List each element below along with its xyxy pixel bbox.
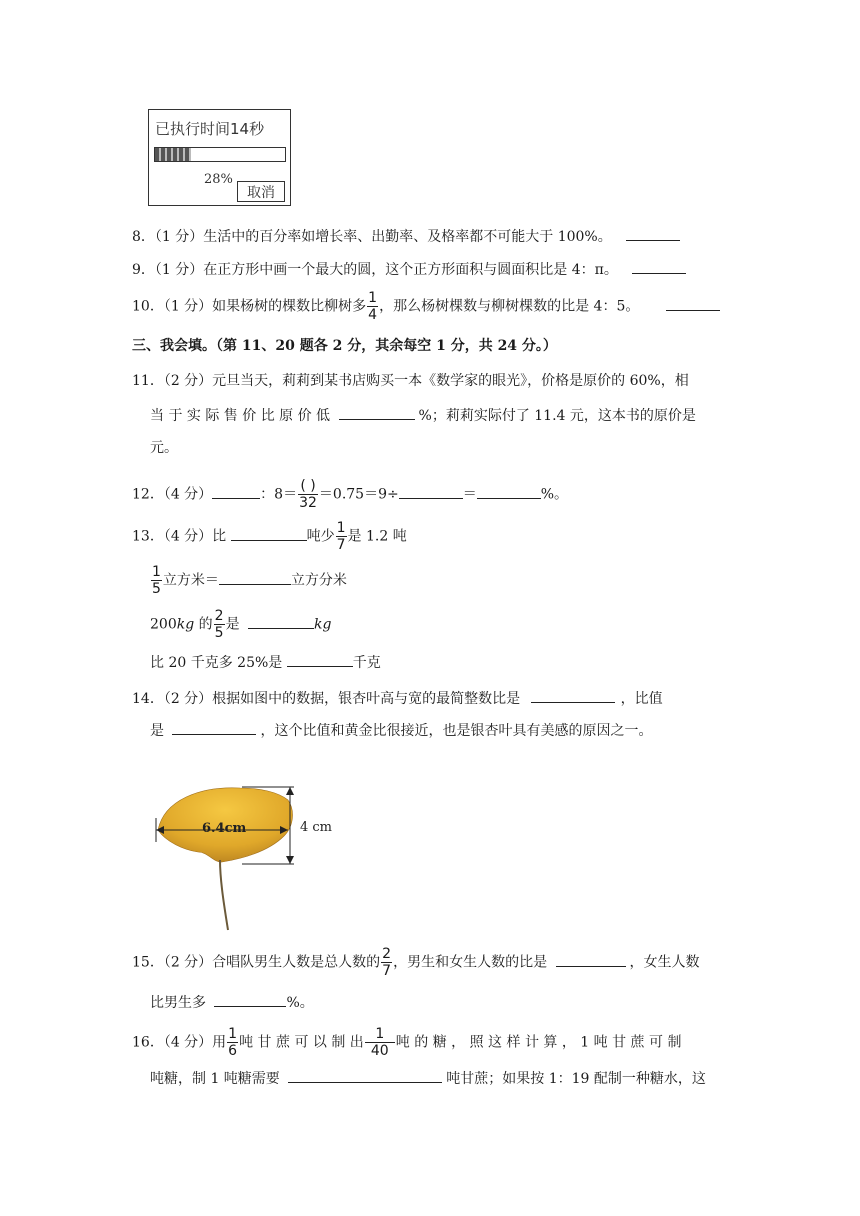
question-13-a [132, 520, 407, 553]
question-8-text: 8．（1 分）生活中的百分率如增长率、出勤率、及格率都不可能大于 100%。 [132, 229, 612, 245]
answer-blank[interactable] [172, 720, 256, 735]
q14-text-4: ，这个比值和黄金比很接近，也是银杏叶具有美感的原因之一。 [260, 723, 653, 739]
fraction: $\frac{1}{7}$ [336, 520, 346, 553]
q16-text-2: 吨 甘 蔗 可 以 制 出 [239, 1034, 364, 1051]
question-16-line-1 [132, 1026, 681, 1059]
q15-text-5: %。 [286, 995, 314, 1011]
q13-text-8: 是 [225, 616, 240, 633]
q12-text-5: %。 [540, 486, 569, 503]
q13-text-7: 的 [194, 616, 213, 633]
answer-blank[interactable] [477, 484, 541, 499]
fraction: $\frac{1}{40}$ [365, 1026, 395, 1059]
q16-text-5: 吨甘蔗；如果按 1：19 配制一种糖水，这 [446, 1071, 706, 1087]
leaf-width-label: 6.4cm [202, 821, 247, 836]
answer-blank[interactable] [626, 226, 680, 241]
q11-text-2: %；莉莉实际付了 11.4 元，这本书的原价是 [418, 408, 696, 424]
q12-text-4: ＝ [462, 486, 477, 503]
answer-blank[interactable] [248, 614, 314, 629]
q13-text-2: 吨少 [306, 528, 335, 545]
question-16-line-2 [150, 1068, 706, 1089]
question-12 [132, 478, 568, 511]
q13-text-3: 是 1.2 吨 [347, 528, 407, 545]
answer-blank[interactable] [666, 296, 720, 311]
q13-text-9: 比 20 千克多 25%是 [150, 655, 283, 671]
answer-blank[interactable] [219, 570, 291, 585]
q13-text-5: 立方分米 [290, 572, 347, 589]
section-3-title: 三、我会填。（第 11、20 题各 2 分，其余每空 1 分，共 24 分。） [132, 338, 557, 354]
question-10-text: 10．（1 分）如果杨树的棵数比柳树多 [132, 298, 367, 315]
question-11-line-1: 11．（2 分）元旦当天，莉莉到某书店购买一本《数学家的眼光》，价格是原价的 60%，相 [132, 373, 689, 389]
fraction: $\frac{2}{5}$ [214, 608, 224, 641]
leaf-height-label: 4 cm [300, 820, 333, 835]
ginkgo-leaf-figure [150, 770, 350, 935]
answer-blank[interactable] [339, 405, 415, 420]
answer-blank[interactable] [288, 1068, 442, 1083]
q15-text-2: ，男生和女生人数的比是 [393, 954, 548, 971]
question-14-line-2 [150, 720, 652, 741]
q13-text-10: 千克 [352, 655, 381, 671]
answer-blank[interactable] [632, 259, 686, 274]
progress-percent: 28% [204, 172, 233, 187]
q13-unit: kg [176, 616, 195, 633]
q14-text-3: 是 [150, 723, 164, 739]
answer-blank[interactable] [214, 992, 286, 1007]
answer-blank[interactable] [212, 484, 260, 499]
question-11-line-2 [150, 405, 696, 426]
answer-blank[interactable] [399, 484, 463, 499]
question-13-c [150, 608, 331, 641]
q13-text: 13．（4 分）比 [132, 528, 227, 545]
q14-text-2: ，比值 [620, 691, 663, 707]
q16-text-3: 吨 的 糖 ， 照 这 样 计 算 ， 1 吨 甘 蔗 可 制 [395, 1034, 682, 1051]
q15-text-3: ，女生人数 [629, 954, 700, 971]
q13-text-6: 200 [150, 616, 177, 633]
answer-blank[interactable] [287, 652, 353, 667]
question-10-text-2: ，那么杨树棵数与柳树棵数的比是 4：5。 [379, 298, 640, 315]
progress-bar [154, 147, 286, 162]
progress-dialog [148, 109, 291, 206]
question-15-line-1 [132, 946, 700, 979]
answer-blank[interactable] [531, 688, 615, 703]
question-13-b [150, 564, 347, 597]
q16-text-4: 吨糖，制 1 吨糖需要 [150, 1071, 280, 1087]
q15-text-4: 比男生多 [150, 995, 206, 1011]
question-13-d [150, 652, 381, 673]
leaf-stem [220, 860, 228, 930]
progress-title: 已执行时间14秒 [155, 120, 265, 138]
progress-fill [155, 148, 191, 161]
fraction: $\frac{1}{6}$ [228, 1026, 238, 1059]
question-9-text: 9．（1 分）在正方形中画一个最大的圆，这个正方形面积与圆面积比是 4：π。 [132, 262, 618, 278]
question-10 [132, 290, 720, 323]
fraction: $\frac{1}{4}$ [368, 290, 378, 323]
q15-text: 15．（2 分）合唱队男生人数是总人数的 [132, 954, 381, 971]
cancel-button[interactable]: 取消 [237, 181, 285, 202]
q12-text: 12．（4 分） [132, 486, 213, 503]
q11-text: 当 于 实 际 售 价 比 原 价 低 [150, 408, 331, 424]
q13-text-4: 立方米＝ [162, 572, 219, 589]
q12-text-2: ：8＝ [260, 486, 298, 503]
answer-blank[interactable] [231, 526, 307, 541]
fraction: $\frac{2}{7}$ [382, 946, 392, 979]
q16-text: 16．（4 分）用 [132, 1034, 227, 1051]
question-15-line-2 [150, 992, 314, 1013]
answer-blank[interactable] [556, 952, 626, 967]
q12-text-3: ＝0.75＝9÷ [318, 486, 399, 503]
question-11-line-3: 元。 [150, 440, 178, 456]
fraction: $\frac{1}{5}$ [152, 564, 161, 597]
question-9 [132, 259, 686, 280]
question-8 [132, 226, 680, 247]
fraction: $\frac{( )}{32}$ [299, 478, 317, 511]
question-14-line-1 [132, 688, 663, 709]
q13-unit-2: kg [314, 616, 332, 633]
q14-text: 14．（2 分）根据如图中的数据，银杏叶高与宽的最简整数比是 [132, 691, 521, 707]
